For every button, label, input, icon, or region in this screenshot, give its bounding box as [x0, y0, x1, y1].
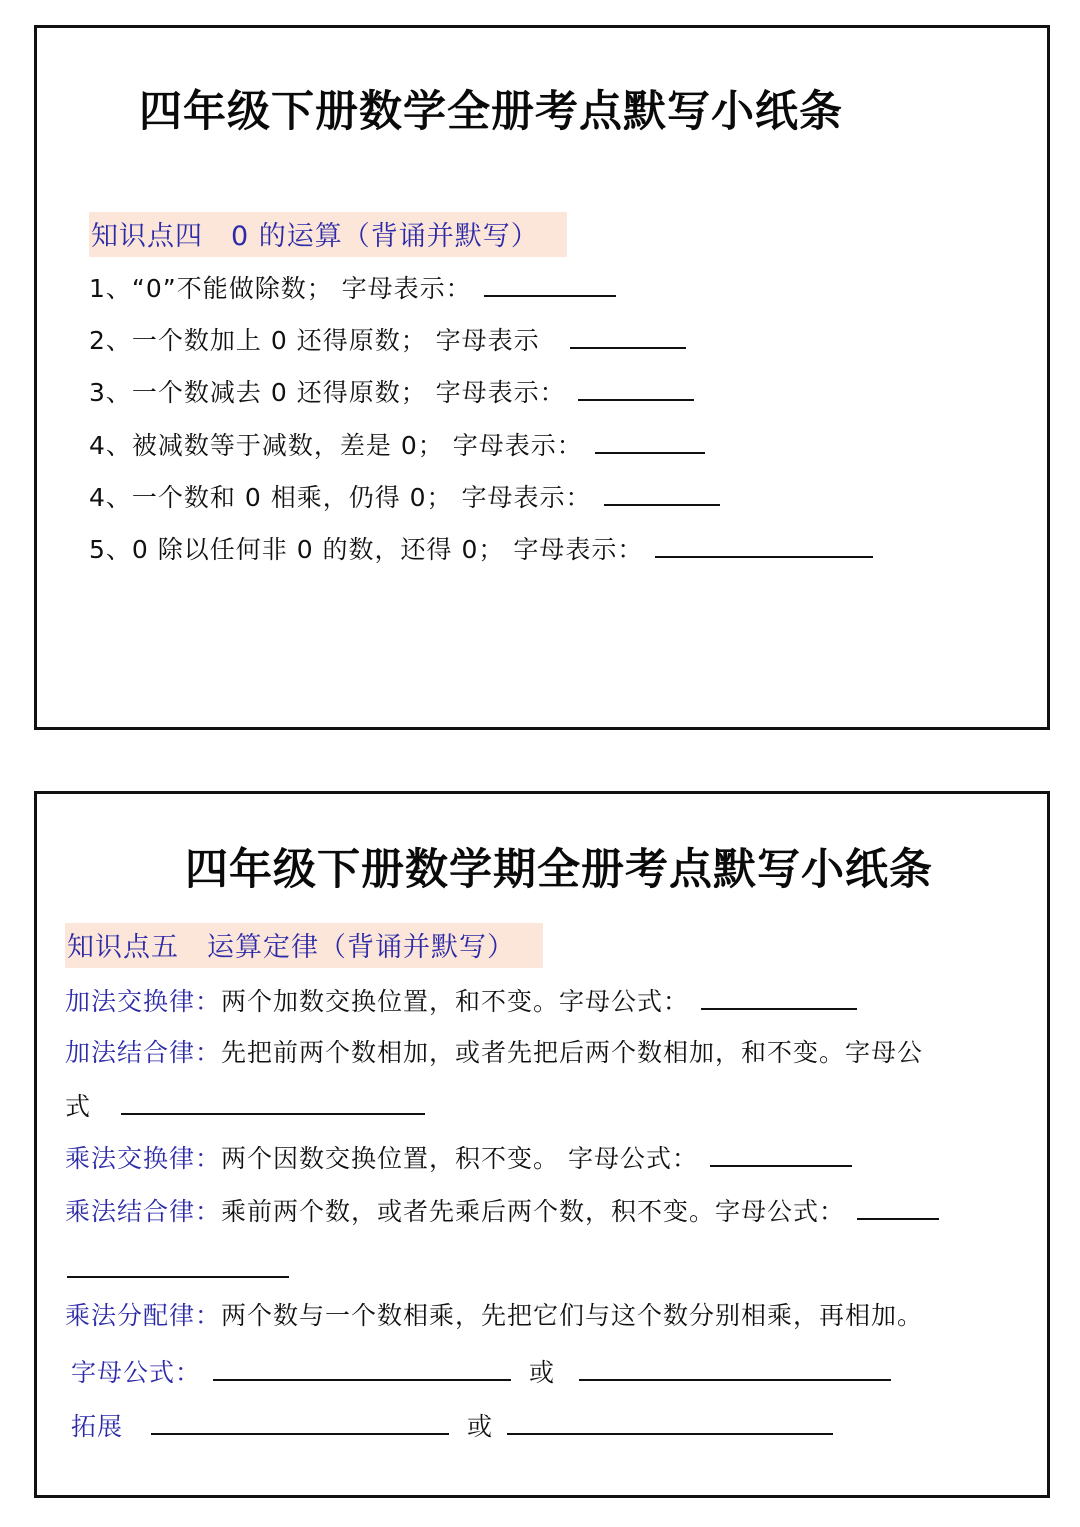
formula-label: 字母公式：: [71, 1358, 202, 1387]
card1-title: 四年级下册数学全册考点默写小纸条: [139, 87, 843, 137]
law-name: 乘法结合律：: [65, 1197, 222, 1226]
card2-title: 四年级下册数学期全册考点默写小纸条: [185, 845, 933, 895]
note-card-2: [34, 791, 1050, 1498]
card1-heading: 知识点四 0 的运算（背诵并默写）: [89, 212, 567, 257]
answer-blank[interactable]: [857, 1196, 939, 1220]
law-name: 乘法分配律：: [65, 1301, 222, 1330]
law-name: 加法交换律：: [65, 987, 222, 1016]
answer-blank[interactable]: [213, 1357, 511, 1381]
answer-blank[interactable]: [578, 377, 694, 401]
law-multiplication-associative: [65, 1196, 939, 1227]
law-distributive: [65, 1301, 923, 1331]
law-addition-commutative: [65, 986, 857, 1017]
item-text: 3、一个数减去 0 还得原数； 字母表示：: [89, 378, 566, 407]
answer-blank[interactable]: [484, 273, 616, 297]
answer-blank[interactable]: [710, 1143, 852, 1167]
card1-item-2: [89, 325, 686, 356]
law-text-cont: 式: [65, 1092, 92, 1121]
card1-item-1: [89, 273, 616, 304]
law-addition-associative-cont: [65, 1091, 425, 1122]
item-text: 4、一个数和 0 相乘，仍得 0； 字母表示：: [89, 483, 592, 512]
answer-blank[interactable]: [701, 986, 857, 1010]
item-text: 2、一个数加上 0 还得原数； 字母表示: [89, 326, 540, 355]
answer-blank[interactable]: [121, 1091, 425, 1115]
law-name: 乘法交换律：: [65, 1144, 222, 1173]
or-text: 或: [467, 1412, 494, 1441]
card1-item-6: [89, 534, 873, 565]
or-text: 或: [529, 1358, 556, 1387]
law-text: 两个加数交换位置，和不变。字母公式：: [221, 987, 690, 1016]
answer-blank-cont[interactable]: [67, 1274, 289, 1278]
answer-blank[interactable]: [151, 1411, 449, 1435]
law-text: 两个因数交换位置，积不变。 字母公式：: [221, 1144, 698, 1173]
formula-row: [71, 1357, 891, 1388]
card1-item-5: [89, 482, 720, 513]
card1-item-3: [89, 377, 694, 408]
answer-blank[interactable]: [604, 482, 720, 506]
answer-blank[interactable]: [507, 1411, 833, 1435]
answer-blank[interactable]: [655, 534, 873, 558]
card1-item-4: [89, 430, 705, 461]
law-name: 加法结合律：: [65, 1038, 222, 1067]
item-text: 4、被减数等于减数，差是 0； 字母表示：: [89, 431, 583, 460]
answer-blank[interactable]: [570, 325, 686, 349]
law-text: 乘前两个数，或者先乘后两个数，积不变。字母公式：: [221, 1197, 846, 1226]
extend-row: [71, 1411, 833, 1442]
law-text: 先把前两个数相加，或者先把后两个数相加，和不变。字母公: [221, 1038, 924, 1067]
answer-blank[interactable]: [595, 430, 705, 454]
law-multiplication-commutative: [65, 1143, 852, 1174]
note-card-1: [34, 25, 1050, 730]
item-text: 5、0 除以任何非 0 的数，还得 0； 字母表示：: [89, 535, 644, 564]
extend-label: 拓展: [71, 1412, 124, 1441]
item-text: 1、“0”不能做除数； 字母表示：: [89, 274, 472, 303]
law-addition-associative: [65, 1038, 923, 1068]
law-text: 两个数与一个数相乘，先把它们与这个数分别相乘，再相加。: [221, 1301, 924, 1330]
answer-blank[interactable]: [579, 1357, 891, 1381]
card2-heading: 知识点五 运算定律（背诵并默写）: [65, 923, 543, 968]
